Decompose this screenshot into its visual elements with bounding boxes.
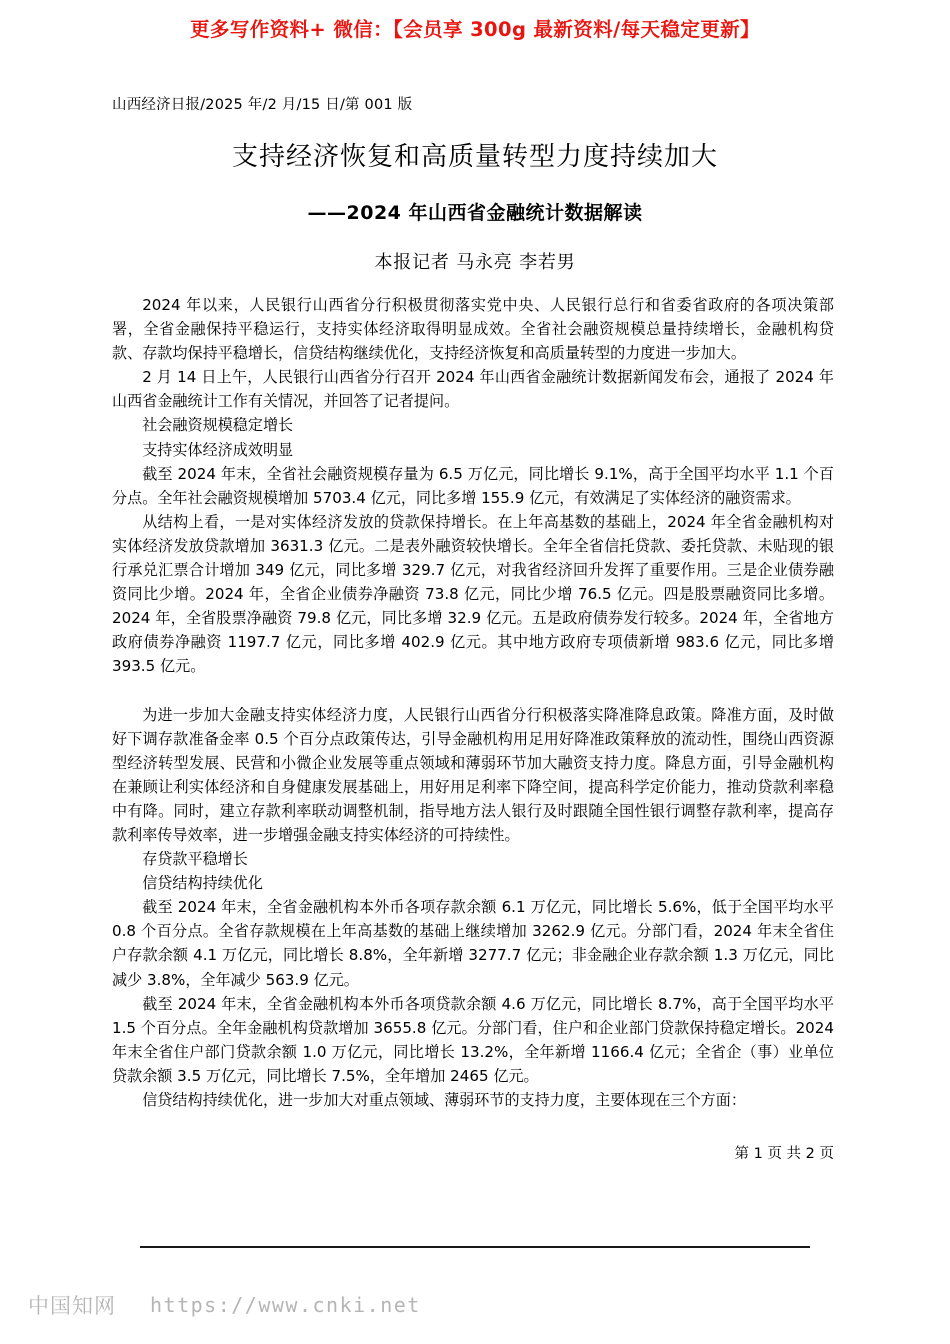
cnki-name-label: 中国知网 xyxy=(28,1294,116,1318)
page-number-marker: 第 1 页 共 2 页 xyxy=(734,1146,834,1162)
body-paragraph: 截至 2024 年末，全省社会融资规模存量为 6.5 万亿元，同比增长 9.1%，高于全国平均水平 1.1 个百分点。全年社会融资规模增加 5703.4 亿元，同比多增 155.9 亿元，有效满足了实体经济的融资需求。 xyxy=(112,464,834,507)
source-citation-line: 山西经济日报/2025 年/2 月/15 日/第 001 版 xyxy=(112,97,413,113)
cnki-url-label: https://www.cnki.net xyxy=(150,1293,421,1317)
body-paragraph: 截至 2024 年末，全省金融机构本外币各项存款余额 6.1 万亿元，同比增长 5.6%，低于全国平均水平 0.8 个百分点。全省存款规模在上年高基数的基础上继续增加 3262.9 亿元。分部门看，2024 年末全省住户存款余额 4.1 万亿元，同比增长 8.8%，全年新增 3277.7 亿元；非金融企业存款余额 1.3 万亿元，同比减少 3.8%，全年减少 563.9 亿元。 xyxy=(112,898,834,989)
body-paragraph: 从结构上看，一是对实体经济发放的贷款保持增长。在上年高基数的基础上，2024 年全省金融机构对实体经济发放贷款增加 3631.3 亿元。二是表外融资较快增长。全年全省信托贷款、委托贷款、未贴现的银行承兑汇票合计增加 349 亿元，同比多增 329.7 亿元，对我省经济回升发挥了重要作用。三是企业债券融资同比少增。2024 年，全省企业债券净融资 73.8 亿元，同比少增 76.5 亿元。四是股票融资同比多增。2024 年，全省股票净融资 79.8 亿元，同比多增 32.9 亿元。五是政府债券发行较多。2024 年，全省地方政府债券净融资 1197.7 亿元，同比多增 402.9 亿元。其中地方政府专项债新增 983.6 亿元，同比多增 393.5 亿元。 xyxy=(112,512,834,676)
promo-banner-text: 更多写作资料+ 微信：【会员享 300g 最新资料/每天稳定更新】 xyxy=(190,18,760,41)
body-paragraph: 2024 年以来，人民银行山西省分行积极贯彻落实党中央、人民银行总行和省委省政府的各项决策部署，全省金融保持平稳运行，支持实体经济取得明显成效。全省社会融资规模总量持续增长，金融机构贷款、存款均保持平稳增长，信贷结构继续优化，支持经济恢复和高质量转型的力度进一步加大。 xyxy=(112,296,834,363)
article-body xyxy=(112,293,834,1112)
article-byline: 本报记者 马永亮 李若男 xyxy=(374,252,576,273)
section-heading: 存贷款平稳增长 xyxy=(142,850,248,869)
section-heading: 支持实体经济成效明显 xyxy=(142,440,294,459)
cnki-watermark xyxy=(28,1290,421,1320)
page-title: 支持经济恢复和高质量转型力度持续加大 xyxy=(231,142,718,172)
body-paragraph: 为进一步加大金融支持实体经济力度，人民银行山西省分行积极落实降准降息政策。降准方面，及时做好下调存款准备金率 0.5 个百分点政策传达，引导金融机构用足用好降准政策释放的流动性，围绕山西资源型经济转型发展、民营和小微企业发展等重点领域和薄弱环节加大融资支持力度。降息方面，引导金融机构在兼顾让利实体经济和自身健康发展基础上，用好用足利率下降空间，提高科学定价能力，推动贷款利率稳中有降。同时，建立存款利率联动调整机制，指导地方法人银行及时跟随全国性银行调整存款利率，提高存款利率传导效率，进一步增强金融支持实体经济的可持续性。 xyxy=(112,705,834,844)
body-paragraph: 2 月 14 日上午，人民银行山西省分行召开 2024 年山西省金融统计数据新闻发布会，通报了 2024 年山西省金融统计工作有关情况，并回答了记者提问。 xyxy=(112,368,834,411)
section-heading: 社会融资规模稳定增长 xyxy=(142,416,294,435)
body-paragraph: 截至 2024 年末，全省金融机构本外币各项贷款余额 4.6 万亿元，同比增长 8.7%，高于全国平均水平 1.5 个百分点。全年金融机构贷款增加 3655.8 亿元。分部门看，住户和企业部门贷款保持稳定增长。2024 年末全省住户部门贷款余额 1.0 万亿元，同比增长 13.2%，全年新增 1166.4 亿元；全省企（事）业单位贷款余额 3.5 万亿元，同比增长 7.5%，全年增加 2465 亿元。 xyxy=(112,994,834,1085)
body-paragraph: 信贷结构持续优化，进一步加大对重点领域、薄弱环节的支持力度，主要体现在三个方面： xyxy=(142,1091,746,1109)
section-heading: 信贷结构持续优化 xyxy=(142,874,263,893)
footer-divider xyxy=(140,1246,810,1248)
page-subtitle: ——2024 年山西省金融统计数据解读 xyxy=(307,202,643,224)
